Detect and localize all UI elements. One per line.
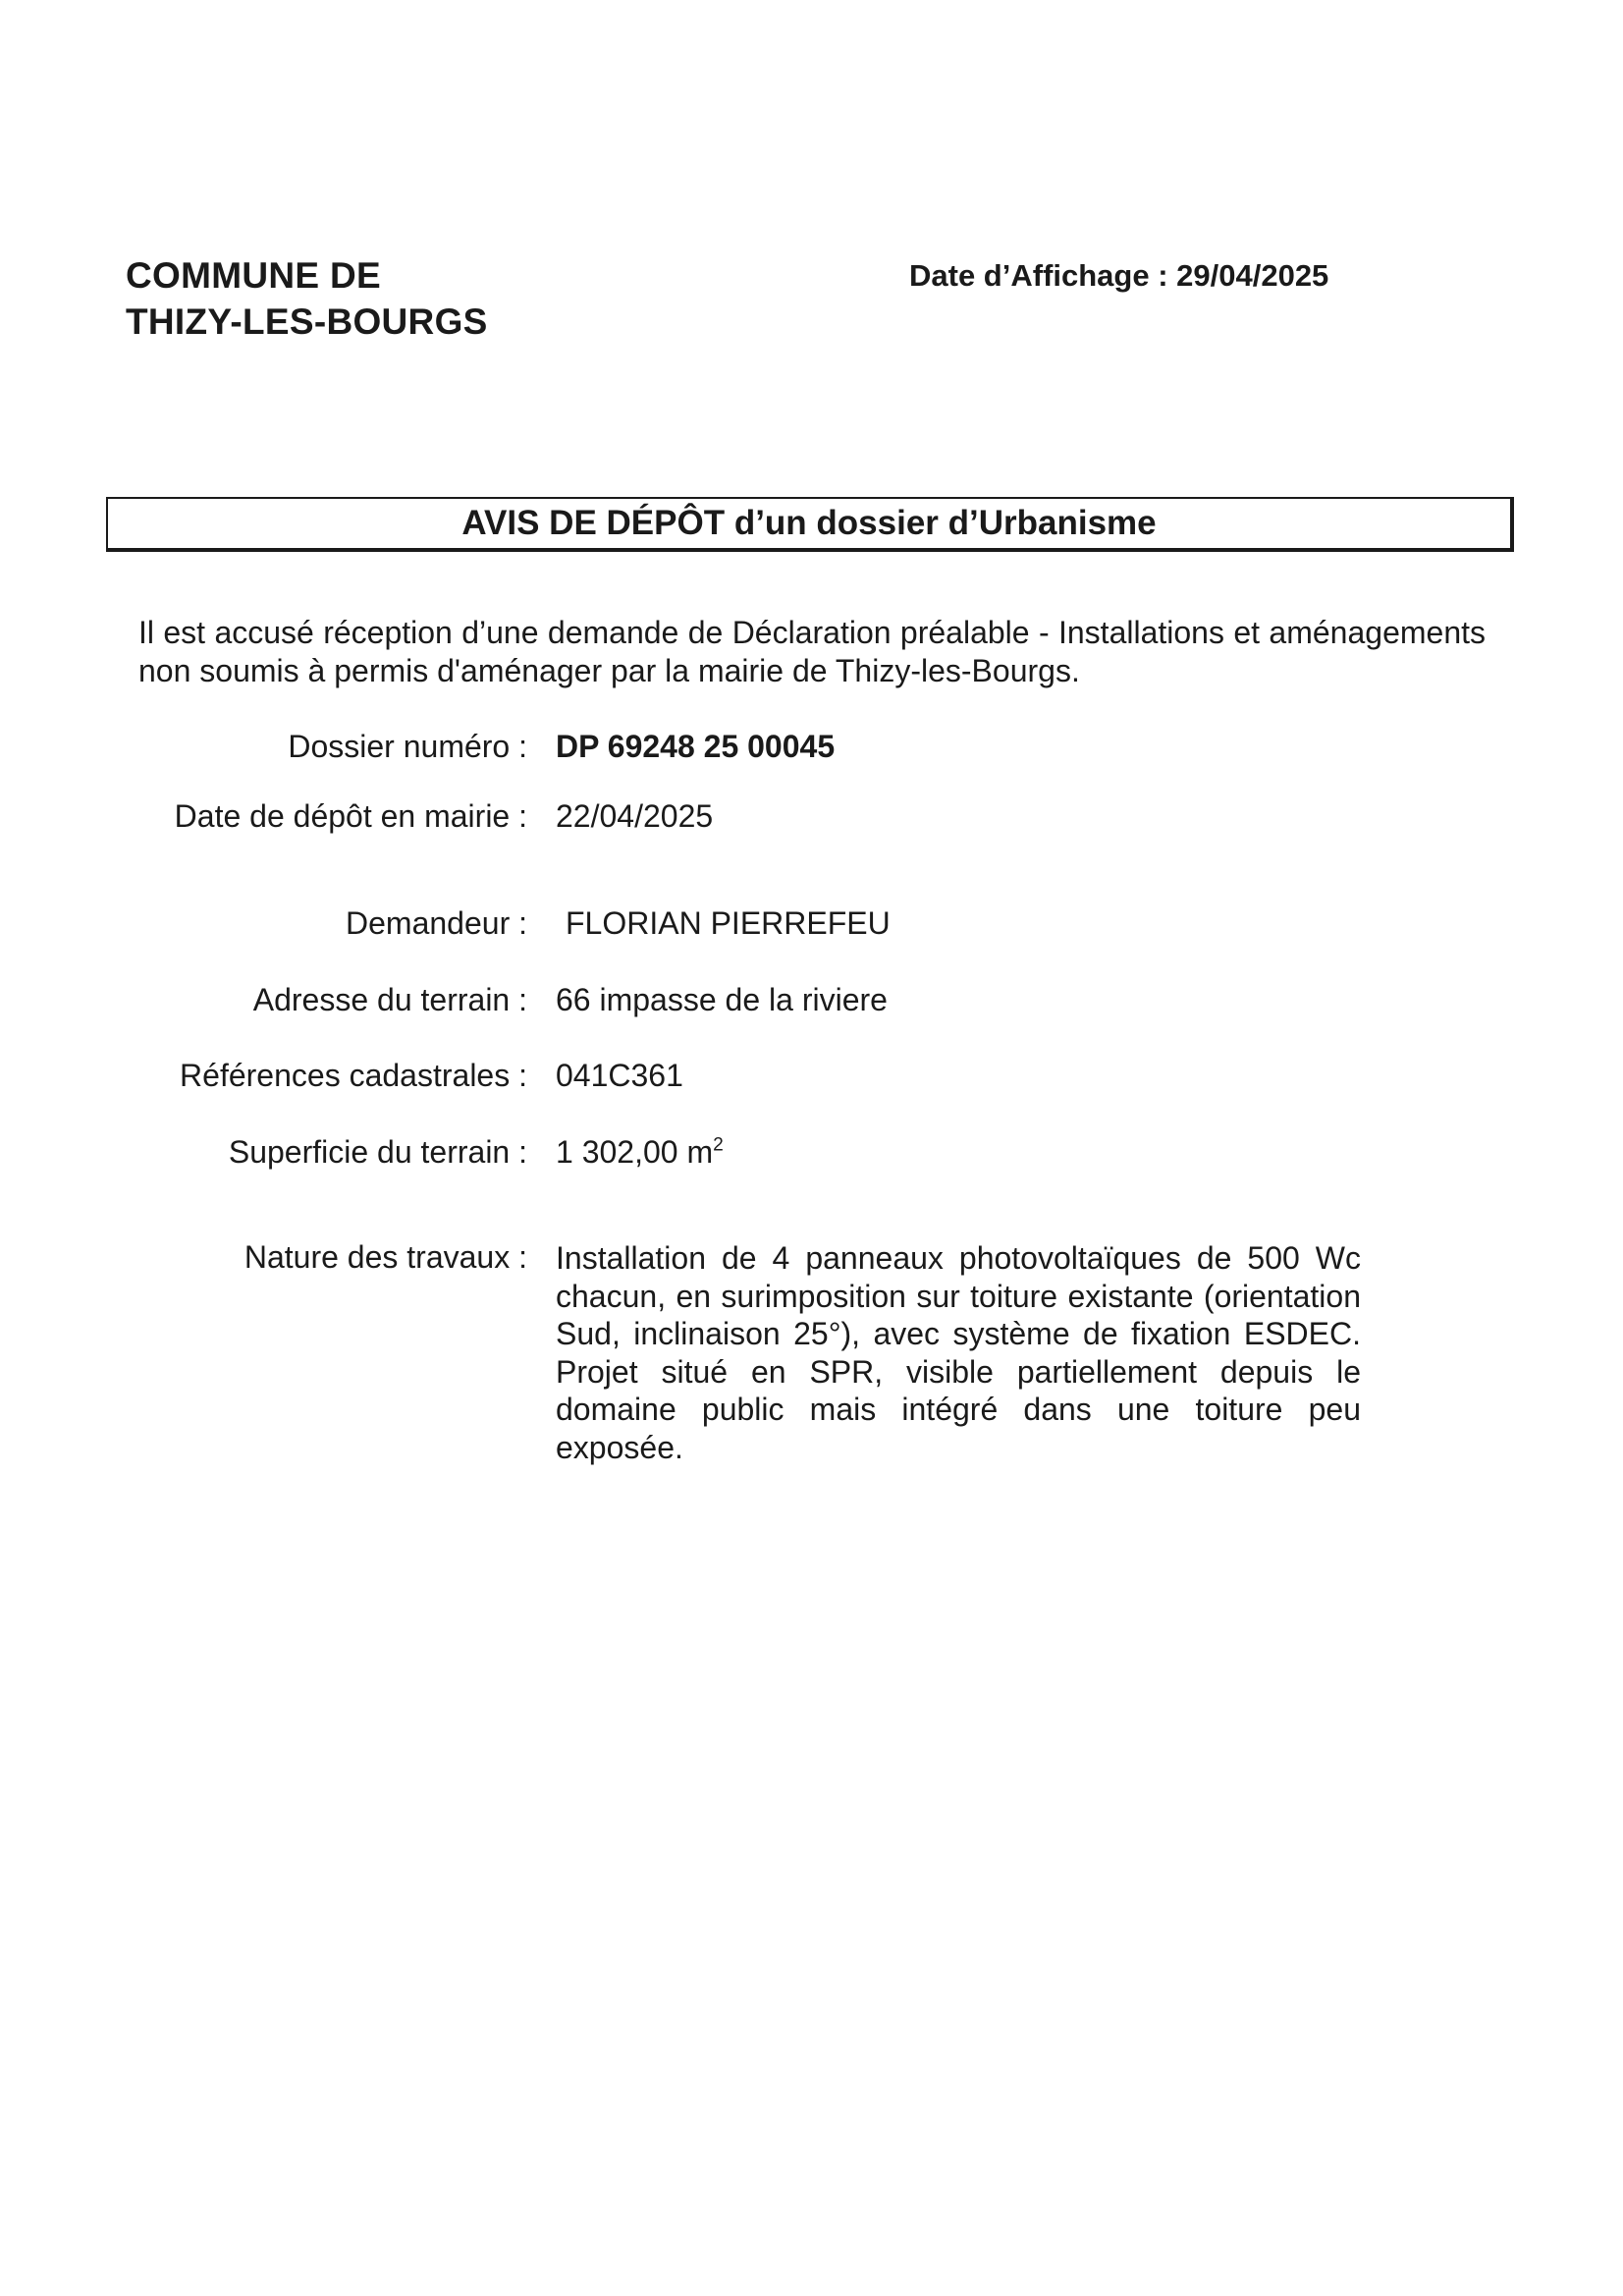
intro-paragraph: Il est accusé réception d’une demande de Déclaration préalable - Installations et aménagements non soumis à permis d'aménager par la mairie de Thizy-les-Bourgs. [138,615,1486,688]
nature-value: Installation de 4 panneaux photovoltaïques de 500 Wc chacun, en surimposition sur toiture existante (orientation Sud, inclinaison 25°), avec système de fixation ESDEC. Projet situé en SPR, visible partiellement depuis le domaine public mais intégré dans une toiture peu exposée. [556,1240,1361,1465]
superficie-unit-exponent: 2 [713,1134,724,1156]
superficie-number: 1 302,00 m [556,1134,714,1170]
references-label: Références cadastrales : [180,1058,527,1093]
references-value: 041C361 [556,1058,683,1093]
date-depot-value: 22/04/2025 [556,798,714,834]
dossier-value: DP 69248 25 00045 [556,729,836,764]
commune-name [126,252,488,345]
demandeur-value: FLORIAN PIERREFEU [566,905,891,941]
commune-line-2: THIZY-LES-BOURGS [126,301,488,342]
demandeur-label: Demandeur : [346,905,527,941]
superficie-label: Superficie du terrain : [228,1134,527,1170]
superficie-value [556,1134,724,1171]
adresse-value: 66 impasse de la riviere [556,982,888,1017]
document-title: AVIS DE DÉPÔT d’un dossier d’Urbanisme [461,504,1157,542]
commune-line-1: COMMUNE DE [126,255,381,296]
dossier-label: Dossier numéro : [288,729,527,764]
adresse-label: Adresse du terrain : [252,982,527,1017]
date-depot-label: Date de dépôt en mairie : [174,798,527,834]
date-affichage: Date d’Affichage : 29/04/2025 [909,258,1329,293]
title-box [106,497,1514,552]
nature-label: Nature des travaux : [243,1239,527,1275]
